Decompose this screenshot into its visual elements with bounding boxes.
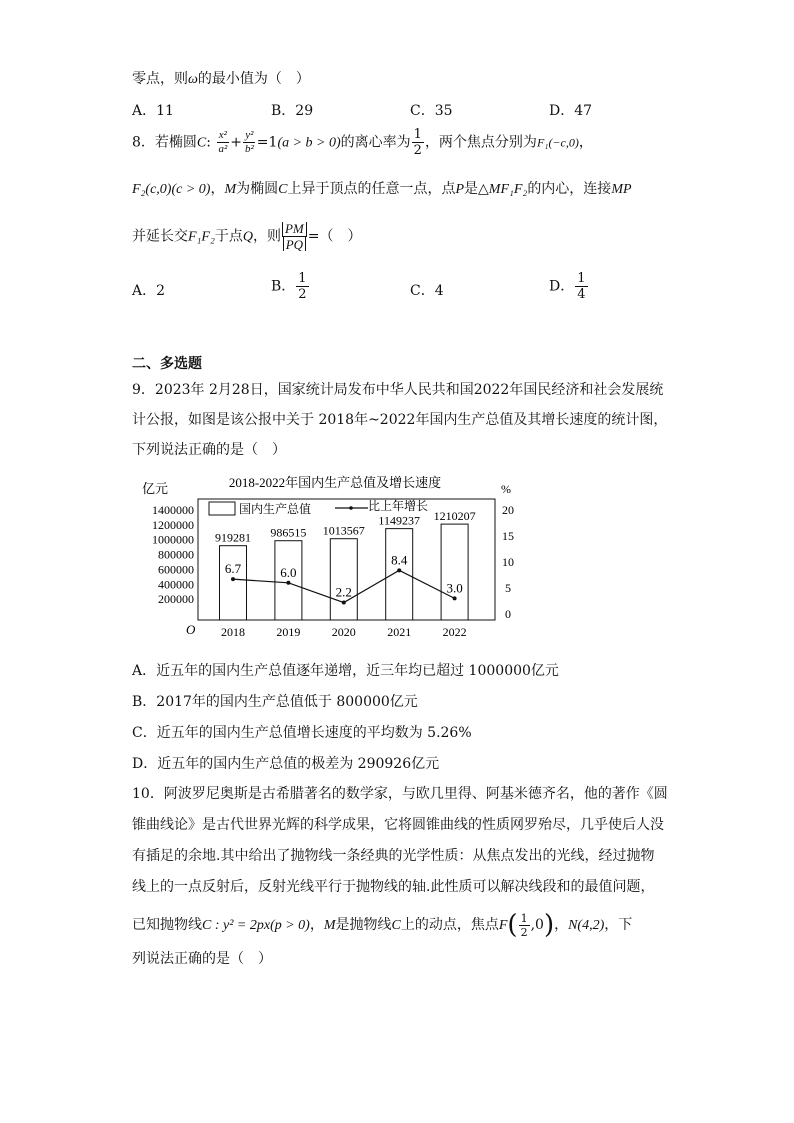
right-tick-label: 5 [505,581,511,595]
q8-p: P [455,182,465,197]
bar-value-label: 919281 [215,530,251,545]
q7-option-d: D．47 [549,103,593,119]
q7-option-a: A．11 [132,103,174,119]
growth-label: 6.0 [280,564,297,580]
q8-foci-text: ，两个焦点分别为 [424,134,537,151]
bar-value-label: 1149237 [378,513,420,528]
q9-option-b: B．2017年的国内生产总值低于 800000亿元 [132,694,418,710]
q7-option-b: B．29 [271,103,314,119]
q7-omega: ω [188,72,198,87]
right-tick-label: 0 [505,607,511,621]
bar [275,541,302,620]
q10-l5e: ， [554,917,569,933]
q8-ratio [282,222,307,251]
q8-option-a: A．2 [132,283,166,299]
q8-line-2 [132,178,632,198]
x-tick-label: 2019 [276,625,301,639]
q10-l5c: 是抛物线 [335,917,392,933]
q10-l5d: 上的动点，焦点 [400,917,499,933]
q9-option-c: C．近五年的国内生产总值增长速度的平均数为 5.26% [132,725,472,741]
q8-comma: ， [578,134,593,151]
growth-label: 3.0 [446,580,463,596]
bar [386,529,413,620]
left-tick-label: 200000 [158,592,194,607]
right-tick-label: 10 [502,555,514,569]
q8-ratio-den: PQ [283,237,306,251]
bar [441,524,468,620]
q7-text-2: 的最小值为（ ） [197,71,310,87]
q8-y-frac [243,130,256,155]
growth-label: 2.2 [335,584,352,600]
q9-line-1: 9．2023年 2月28日，国家统计局发布中华人民共和国2022年国民经济和社会发展统 [132,382,664,398]
growth-point [342,601,346,605]
q10-m: M [323,918,336,933]
q8-optd-label: D． [549,278,575,295]
q8-l2-c: C [278,182,288,197]
x-tick-label: 2022 [442,625,467,639]
q8-ratio-num: PM [282,222,307,237]
q8-line-3 [132,222,361,251]
q7-text: 零点，则 [132,71,188,87]
q10-f-frac [519,913,530,938]
chart-right-unit: % [501,482,511,496]
q9-option-d: D．近五年的国内生产总值的极差为 290926亿元 [132,756,440,772]
q10-f-label: F [498,918,508,933]
q8-ecc-den: 2 [413,143,422,158]
left-tick-label: 600000 [158,562,194,577]
q8-x-frac [216,130,229,155]
q10-l5f: ，下 [604,917,633,933]
growth-label: 8.4 [391,552,408,568]
legend-line-label: 比上年增长 [368,499,429,513]
left-tick-label: 400000 [158,577,194,592]
q8-eq-rhs: =1 [256,134,278,151]
q10-n: N(4,2) [568,918,605,933]
q8-optd-frac [575,272,587,301]
q8-l2d: 是 [464,181,479,197]
bar [220,546,247,620]
left-tick-label: 1400000 [152,503,194,517]
q8-number: 8．若椭圆 [132,134,197,151]
q10-parabola: C : y² = 2px(p > 0) [202,918,310,933]
q8-optb-label: B． [271,278,296,295]
x-tick-label: 2018 [221,625,245,639]
q8-triangle: △MF₁F₂ [478,182,528,197]
q10-f-num: 1 [520,911,528,925]
q8-l3d: =（ ） [307,228,362,245]
q10-line-2: 锥曲线论》是古代世界光辉的科学成果，它将圆锥曲线的性质网罗殆尽，几乎使后人没 [132,817,664,833]
q9-line-2: 计公报，如图是该公报中关于 2018年~2022年国内生产总值及其增长速度的统计图， [132,412,668,428]
q10-line-5: 已知抛物线C : y² = 2px(p > 0)，M是抛物线C上的动点，焦点F( $\frac{1}{2}$ ,0)，N(4,2)，下 [132,910,633,940]
q8-ecc-num: 1 [413,127,422,142]
q8-ecc-text: 的离心率为 [340,134,411,151]
q9-option-a: A．近五年的国内生产总值逐年递增，近三年均已超过 1000000亿元 [132,663,559,679]
chart-marks [152,503,514,639]
q8-mp: MP [611,182,632,197]
q8-y-den: b² [244,143,254,155]
growth-label: 6.7 [224,561,242,577]
q8-optb-frac [296,272,308,301]
q10-line-6: 列说法正确的是（ ） [132,951,272,967]
chart-left-unit: 亿元 [142,481,169,496]
left-tick-label: 800000 [158,547,194,562]
q8-m: M [224,182,237,197]
q10-c: C [391,918,401,933]
q8-l3b: 于点 [214,228,243,245]
right-tick-label: 15 [502,529,514,543]
legend-bar-swatch [209,502,235,515]
q8-l2e: 的内心，连接 [527,181,612,197]
chart-origin: O [186,622,196,637]
q8-l2a: ， [210,181,225,197]
growth-point [453,596,457,600]
q8-y-num: y² [245,129,254,141]
q10-f-den: 2 [520,925,528,939]
q8-option-b [271,272,310,301]
q10-line-1: 10．阿波罗尼奥斯是古希腊著名的数学家，与欧几里得、阿基米德齐名，他的著作《圆 [132,786,668,802]
right-tick-label: 20 [502,503,514,517]
q8-optb-num: 1 [298,271,307,286]
q10-l5a: 已知抛物线 [132,917,202,933]
legend-line-marker [349,506,353,510]
q8-l2b: 为椭圆 [236,181,279,197]
bar [330,539,357,620]
q8-line-1: 8．若椭圆C: $\frac{\text{x²}}{\text{a²}}$ + $\frac{\text{y²}}{\text{b²}}$ =1(a > b > 0)的离心率为 $\frac{1}{2}$ ，两个焦点分别为F₁(−c,0)， [132,127,593,158]
q10-f-tail: ,0 [530,917,544,933]
bar-value-label: 986515 [270,525,307,540]
q8-q: Q [242,229,253,245]
q8-l2c: 上异于顶点的任意一点，点 [287,181,456,197]
left-tick-label: 1200000 [152,517,194,532]
left-tick-label: 1000000 [152,532,194,547]
x-tick-label: 2021 [387,625,412,639]
growth-point [286,581,290,585]
bar-value-label: 1210207 [433,509,476,524]
q8-cond: (a > b > 0) [277,135,341,151]
q8-ecc-frac [412,128,424,157]
gdp-chart [130,470,530,645]
q8-f2: F₂(c,0)(c > 0) [132,182,211,197]
q8-c: C [196,135,207,151]
growth-point [231,577,235,581]
section-title: 二、多选题 [132,356,202,372]
legend-bar-label: 国内生产总值 [239,502,312,516]
q10-line-4: 线上的一点反射后，反射光线平行于抛物线的轴.此性质可以解决线段和的最值问题， [132,879,655,895]
q10-l5b: ， [309,917,324,933]
q8-f1f2: F₁F₂ [188,229,215,245]
x-tick-label: 2020 [331,625,356,639]
q10-line-3: 有插足的余地.其中给出了抛物线一条经典的光学性质：从焦点发出的光线，经过抛物 [132,848,655,864]
q7-option-c: C．35 [410,103,453,119]
chart-title: 2018-2022年国内生产总值及增长速度 [228,475,442,490]
q8-optd-den: 4 [577,287,586,302]
q8-option-d [549,272,589,301]
q8-f1: F₁(−c,0) [536,135,579,150]
q8-optb-den: 2 [298,287,307,302]
q9-line-3: 下列说法正确的是（ ） [132,442,286,458]
q8-option-c: C．4 [410,283,444,299]
q7-stem-tail [132,68,310,88]
q8-l3c: ，则 [252,228,281,245]
bar-value-label: 1013567 [322,523,365,538]
q8-x-den: a² [218,143,228,155]
q8-optd-num: 1 [577,271,586,286]
q8-x-num: x² [218,129,227,141]
growth-point [397,568,401,572]
q8-l3a: 并延长交 [132,228,188,245]
